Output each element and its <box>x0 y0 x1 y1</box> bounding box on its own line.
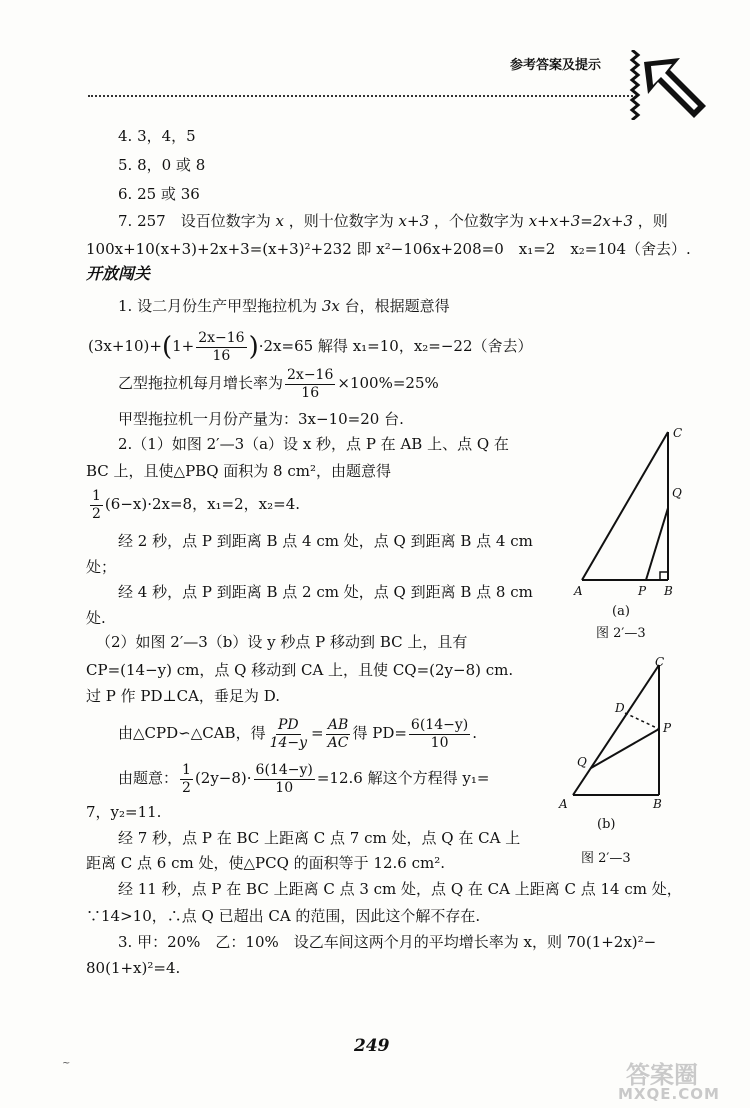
q2-a-eq-rest: (6−x)·2x=8，x₁=2，x₂=4. <box>104 495 301 513</box>
fraction-denominator: 2 <box>92 505 101 522</box>
page-header <box>0 0 750 120</box>
q1-equation <box>88 328 533 364</box>
answer-7-var: x <box>275 212 284 230</box>
q2-b-eq-mid: (2y−8)· <box>194 769 252 787</box>
label-a: A <box>559 797 568 811</box>
q2-b-similar-mid: 得 PD= <box>352 724 407 742</box>
label-q: Q <box>577 755 587 769</box>
figure-b-caption: 图 2′—3 <box>581 851 631 866</box>
label-b: B <box>664 584 673 598</box>
figure-a-sub: (a) <box>612 604 630 619</box>
q1-intro-post: 台，根据题意得 <box>339 297 450 315</box>
pd-value-fraction <box>254 762 315 797</box>
q1-rate-fraction <box>285 367 335 402</box>
left-paren: ( <box>161 332 173 362</box>
q2-b-line2: CP=(14−y) cm，点 Q 移动到 CA 上，且使 CQ=(2y−8) cm. <box>86 661 514 679</box>
q2-b-eq-pre: 由题意： <box>118 769 179 787</box>
q1-production: 甲型拖拉机一月份产量为：3x−10=20 台. <box>118 410 404 428</box>
q2-b-line3: 过 P 作 PD⊥CA，垂足为 D. <box>86 687 280 705</box>
answer-7-text: 7. 257 设百位数字为 <box>118 212 271 230</box>
q2-a-line5: 处； <box>86 558 117 576</box>
fraction-numerator: 6(14−y) <box>410 716 469 733</box>
answer-6: 6. 25 或 36 <box>118 185 200 203</box>
answer-7-line1 <box>118 211 668 231</box>
q3-line2: 80(1+x)²=4. <box>86 959 181 977</box>
fraction-numerator: 2x−16 <box>198 329 245 346</box>
q3-line1: 3. 甲：20% 乙：10% 设乙车间这两个月的平均增长率为 x，则 70(1+2x)²− <box>118 933 657 951</box>
header-dotted-rule <box>88 95 633 97</box>
half-fraction <box>180 762 193 797</box>
fraction-denominator: 16 <box>212 347 231 364</box>
fraction-denominator: 10 <box>275 779 294 796</box>
q2-b-eq-end: =12.6 解这个方程得 y₁= <box>316 769 490 787</box>
fraction-numerator: PD <box>277 716 299 733</box>
q2-a-line1: 2.（1）如图 2′—3（a）设 x 秒，点 P 在 AB 上、点 Q 在 <box>118 435 509 453</box>
label-c: C <box>673 426 683 440</box>
triangle-diagram-a <box>560 420 720 610</box>
q1-rate-post: ×100%=25% <box>337 374 439 392</box>
q1-eq-a: (3x+10)+ <box>88 337 162 355</box>
label-q: Q <box>672 486 682 500</box>
label-b: B <box>653 797 662 811</box>
figure-a-caption: 图 2′—3 <box>596 626 646 641</box>
answer-7-text4: ，则 <box>637 212 668 230</box>
pd-value-fraction <box>409 717 470 752</box>
q2-b-line7: 经 7 秒，点 P 在 BC 上距离 C 点 7 cm 处，点 Q 在 CA 上 <box>118 829 521 847</box>
figure-b <box>555 655 725 870</box>
figure-a <box>560 420 720 650</box>
label-p: P <box>663 721 672 735</box>
answer-7-expr2: x+x+3=2x+3 <box>528 212 633 230</box>
q2-a-line6: 经 4 秒，点 P 到距离 B 点 2 cm 处，点 Q 到距离 B 点 8 cm <box>118 583 533 601</box>
q2-b-similar-pre: 由△CPD∽△CAB，得 <box>118 724 266 742</box>
answer-7-line2: 100x+10(x+3)+2x+3=(x+3)²+232 即 x²−106x+208=0 x₁=2 x₂=104（舍去）. <box>86 240 691 258</box>
page-number: 249 <box>354 1036 390 1056</box>
half-fraction <box>90 488 103 523</box>
fraction-denominator: AC <box>327 734 349 751</box>
corner-mark: ~ <box>62 1058 71 1069</box>
fraction-denominator: 2 <box>182 779 191 796</box>
label-p: P <box>638 584 647 598</box>
q1-eq-b: ·2x=65 解得 x₁=10，x₂=−22（舍去） <box>258 337 533 355</box>
answer-7-text2: ，则十位数字为 <box>288 212 394 230</box>
equals-sign: = <box>311 724 324 742</box>
q2-b-line6: 7，y₂=11. <box>86 803 162 821</box>
watermark-logo-text: 答案圈 <box>626 1061 698 1089</box>
triangle-diagram-b <box>555 655 725 815</box>
fraction-numerator: 1 <box>92 487 101 504</box>
q1-rate-pre: 乙型拖拉机每月增长率为 <box>118 374 284 392</box>
arrow-logo-icon <box>640 52 712 124</box>
fraction-denominator: 16 <box>301 384 320 401</box>
label-d: D <box>615 701 625 715</box>
q2-a-line7: 处. <box>86 609 106 627</box>
answer-4: 4. 3，4，5 <box>118 127 196 145</box>
section-title: 开放闯关 <box>86 264 151 283</box>
q2-b-line1: （2）如图 2′—3（b）设 y 秒点 P 移动到 BC 上，且有 <box>96 633 468 651</box>
pd-fraction <box>268 717 309 752</box>
ab-ac-fraction <box>326 717 351 752</box>
header-title: 参考答案及提示 <box>510 58 602 73</box>
q1-intro <box>118 296 450 316</box>
fraction-numerator: 2x−16 <box>287 366 334 383</box>
q1-eq-one: 1+ <box>172 337 195 355</box>
figure-b-sub: (b) <box>597 817 616 832</box>
q2-a-line2: BC 上，且使△PBQ 面积为 8 cm²，由题意得 <box>86 462 391 480</box>
answer-7-expr1: x+3 <box>398 212 430 230</box>
q2-a-line4: 经 2 秒，点 P 到距离 B 点 4 cm 处，点 Q 到距离 B 点 4 cm <box>118 532 533 550</box>
q1-intro-var: 3x <box>321 297 340 315</box>
fraction-numerator: AB <box>327 716 349 733</box>
q2-b-line8: 距离 C 点 6 cm 处，使△PCQ 的面积等于 12.6 cm². <box>86 854 445 872</box>
q2-b-similar <box>118 713 477 753</box>
fraction-numerator: 6(14−y) <box>255 761 313 778</box>
answer-5: 5. 8，0 或 8 <box>118 156 206 174</box>
q2-b-line9: 经 11 秒，点 P 在 BC 上距离 C 点 3 cm 处，点 Q 在 CA 上距离 C 点 14 cm 处， <box>118 880 682 898</box>
right-paren: ) <box>248 332 259 362</box>
watermark <box>610 1055 745 1105</box>
period: . <box>472 724 477 742</box>
label-a: A <box>574 584 583 598</box>
label-c: C <box>655 655 665 669</box>
fraction-denominator: 14−y <box>269 734 308 751</box>
q2-b-equation <box>118 758 489 798</box>
q1-rate <box>118 365 439 401</box>
q1-intro-pre: 1. 设二月份生产甲型拖拉机为 <box>118 297 322 315</box>
q2-b-line10: ∵14>10，∴点 Q 已超出 CA 的范围，因此这个解不存在. <box>86 907 481 925</box>
fraction-denominator: 10 <box>430 734 449 751</box>
q2-a-equation <box>88 486 300 522</box>
answer-7-text3: ，个位数字为 <box>433 212 524 230</box>
fraction-numerator: 1 <box>182 761 191 778</box>
watermark-url: MXQE.COM <box>618 1085 720 1103</box>
q1-eq-fraction <box>196 330 246 365</box>
